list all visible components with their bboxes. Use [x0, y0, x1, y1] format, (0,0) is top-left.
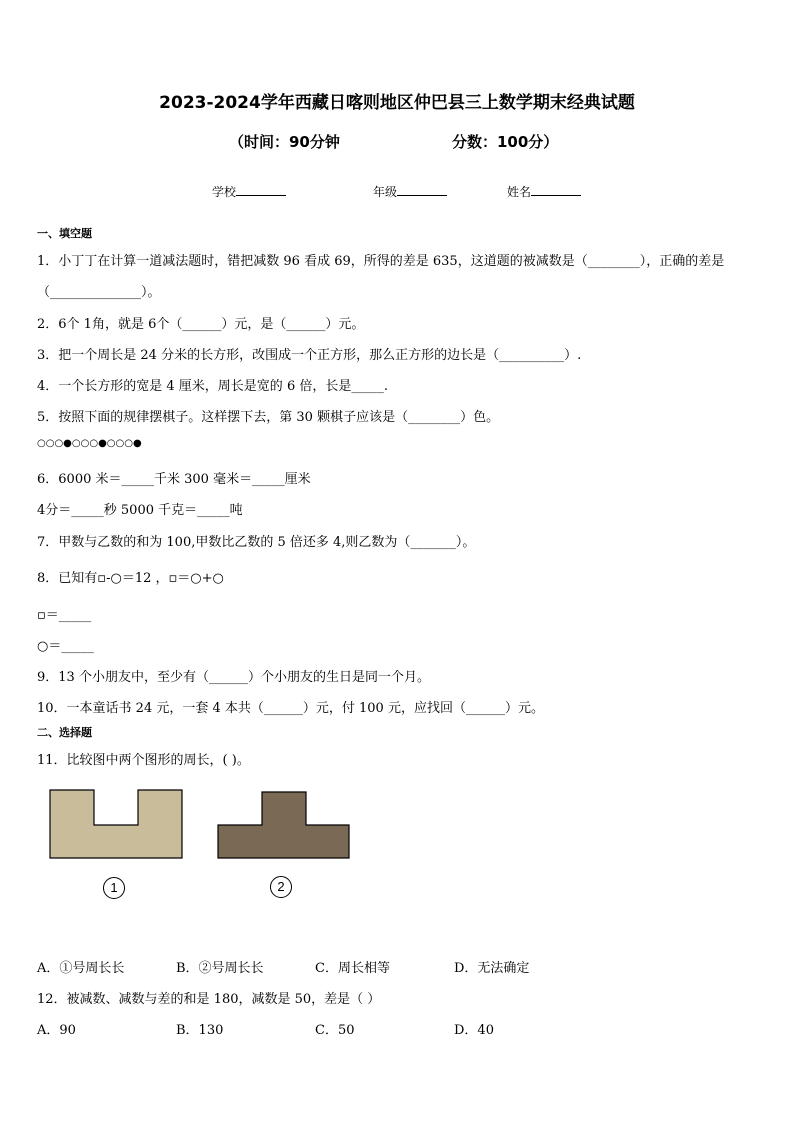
question-9: 9．13 个小朋友中，至少有（______）个小朋友的生日是同一个月。	[37, 670, 430, 685]
shape-2	[218, 792, 349, 858]
exam-time: （时间：90分钟	[229, 133, 340, 151]
grade-blank	[397, 183, 447, 196]
question-11: 11．比较图中两个图形的周长，( )。	[37, 753, 250, 768]
grade-label: 年级	[373, 185, 398, 199]
shape-1-label: 1	[103, 877, 125, 899]
shape-2-label: 2	[270, 876, 292, 898]
exam-score: 分数：100分）	[452, 133, 559, 151]
school-label: 学校	[212, 185, 237, 199]
question-6-line-1: 6．6000 米＝_____千米 300 毫米＝_____厘米	[37, 472, 311, 487]
grade-field	[373, 183, 447, 200]
question-8: 8．已知有▫-○＝12 ，▫＝○+○	[37, 571, 224, 586]
name-blank	[531, 183, 581, 196]
question-1-line-2: （______________）。	[37, 285, 161, 300]
question-1-line-1: 1．小丁丁在计算一道减法题时，错把减数 96 看成 69，所得的差是 635，这道题的被减数是（________），正确的差是	[37, 254, 725, 269]
question-12: 12．被减数、减数与差的和是 180，减数是 50，差是（ ）	[37, 992, 381, 1007]
question-12-option-d: D．40	[454, 1023, 494, 1038]
question-11-figure	[0, 780, 400, 870]
school-blank	[236, 183, 286, 196]
name-field	[507, 183, 581, 200]
question-11-option-a: A．①号周长长	[37, 961, 125, 976]
question-8-answer-circle: ○＝_____	[37, 639, 94, 654]
question-5: 5．按照下面的规律摆棋子。这样摆下去，第 30 颗棋子应该是（________）色。	[37, 410, 500, 425]
question-2: 2．6个 1角，就是 6个（______）元，是（______）元。	[37, 317, 365, 332]
question-11-option-d: D．无法确定	[454, 961, 530, 976]
question-12-option-c: C．50	[315, 1023, 355, 1038]
school-field	[212, 183, 286, 200]
question-6-line-2: 4分＝_____秒 5000 千克＝_____吨	[37, 503, 243, 518]
section-fill-blank: 一、填空题	[37, 227, 92, 240]
question-8-answer-square: ▫＝_____	[37, 608, 92, 623]
question-12-option-a: A．90	[37, 1023, 76, 1038]
question-11-option-b: B．②号周长长	[176, 961, 264, 976]
shape-1	[50, 790, 182, 858]
question-5-pattern: ○○○●○○○●○○○●	[37, 438, 142, 449]
question-10: 10．一本童话书 24 元，一套 4 本共（______）元，付 100 元，应找回（______）元。	[37, 701, 544, 716]
question-11-option-c: C．周长相等	[315, 961, 390, 976]
question-3: 3．把一个周长是 24 分米的长方形，改围成一个正方形，那么正方形的边长是（__________）.	[37, 348, 582, 363]
section-choice: 二、选择题	[37, 726, 92, 739]
question-12-option-b: B．130	[176, 1023, 224, 1038]
question-7: 7．甲数与乙数的和为 100,甲数比乙数的 5 倍还多 4,则乙数为（_______）。	[37, 535, 476, 550]
question-4: 4．一个长方形的宽是 4 厘米，周长是宽的 6 倍，长是_____.	[37, 379, 388, 394]
page-title: 2023-2024学年西藏日喀则地区仲巴县三上数学期末经典试题	[159, 93, 635, 113]
name-label: 姓名	[507, 185, 532, 199]
